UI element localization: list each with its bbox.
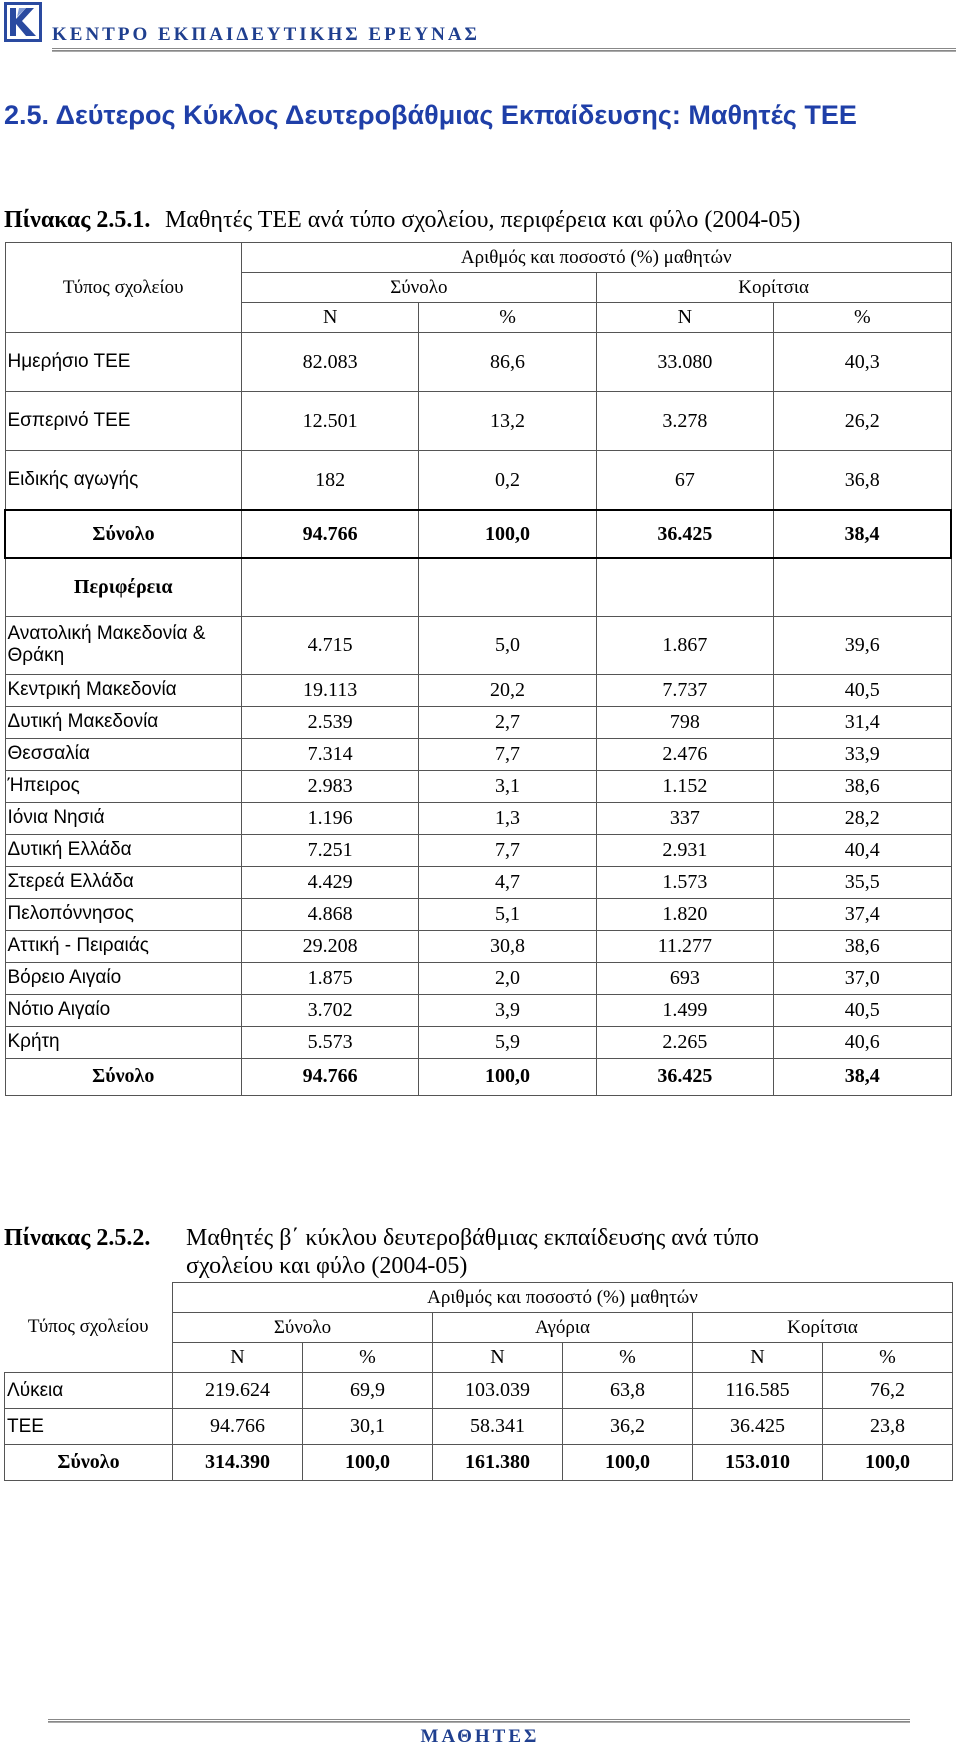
cell-pct: 3,9 (419, 994, 596, 1026)
cell-girls-n: 1.867 (596, 616, 773, 674)
cell-girls-n: 116.585 (693, 1373, 823, 1409)
row-label: ΤΕΕ (5, 1409, 173, 1445)
cell-n: 5.573 (241, 1026, 418, 1058)
cell-boys-n: 161.380 (433, 1445, 563, 1481)
row-label: Πελοπόννησος (5, 898, 241, 930)
table-row (5, 802, 951, 834)
cell-boys-n: 58.341 (433, 1409, 563, 1445)
row-label: Θεσσαλία (5, 738, 241, 770)
col-header-n: Ν (241, 303, 418, 333)
table-row (5, 738, 951, 770)
row-label: Ανατολική Μακεδονία & Θράκη (5, 616, 241, 674)
row-label: Σύνολο (5, 510, 241, 558)
footer-title: ΜΑΘΗΤΕΣ (420, 1726, 540, 1747)
col-header-total: Σύνολο (241, 273, 596, 303)
cell-girls-pct: 38,6 (774, 770, 951, 802)
row-label: Ειδικής αγωγής (5, 451, 241, 511)
table-row (5, 674, 951, 706)
table-row (5, 1373, 953, 1409)
cell-n: 12.501 (241, 392, 418, 451)
region-heading: Περιφέρεια (5, 558, 241, 616)
kee-logo-icon (4, 2, 42, 42)
row-label: Στερεά Ελλάδα (5, 866, 241, 898)
row-label: Ιόνια Νησιά (5, 802, 241, 834)
header-title: ΚΕΝΤΡΟ ΕΚΠΑΙΔΕΥΤΙΚΗΣ ΕΡΕΥΝΑΣ (52, 24, 480, 45)
cell-girls-pct: 23,8 (823, 1409, 953, 1445)
cell-pct: 4,7 (419, 866, 596, 898)
table-row (5, 898, 951, 930)
cell-n: 19.113 (241, 674, 418, 706)
cell-pct: 30,1 (303, 1409, 433, 1445)
cell-n: 219.624 (173, 1373, 303, 1409)
cell-girls-n: 337 (596, 802, 773, 834)
cell-pct: 5,0 (419, 616, 596, 674)
table2-caption-label: Πίνακας 2.5.2. (4, 1225, 151, 1251)
table2-caption-text-line2: σχολείου και φύλο (2004-05) (186, 1253, 468, 1279)
cell-girls-n: 2.931 (596, 834, 773, 866)
students-by-type-region-table (4, 242, 952, 1096)
row-label: Εσπερινό ΤΕΕ (5, 392, 241, 451)
cell-pct: 7,7 (419, 738, 596, 770)
cell-n: 314.390 (173, 1445, 303, 1481)
table-row (5, 333, 951, 392)
col-header-girls: Κορίτσια (693, 1313, 953, 1343)
table-row (5, 616, 951, 674)
cell-girls-pct: 100,0 (823, 1445, 953, 1481)
table1-caption-label: Πίνακας 2.5.1. (4, 207, 151, 233)
cell-pct: 100,0 (419, 510, 596, 558)
cell-girls-pct: 40,5 (774, 994, 951, 1026)
table-row (5, 834, 951, 866)
cell-girls-pct: 40,6 (774, 1026, 951, 1058)
cell-girls-pct: 76,2 (823, 1373, 953, 1409)
cell-boys-pct: 36,2 (563, 1409, 693, 1445)
page-header (4, 2, 952, 48)
cell-pct: 30,8 (419, 930, 596, 962)
table-row (5, 930, 951, 962)
cell-girls-pct: 39,6 (774, 616, 951, 674)
cell-girls-n: 11.277 (596, 930, 773, 962)
cell-n: 29.208 (241, 930, 418, 962)
row-label: Ημερήσιο ΤΕΕ (5, 333, 241, 392)
cell-girls-pct: 38,4 (774, 510, 951, 558)
col-header-n: Ν (173, 1343, 303, 1373)
col-header-group: Αριθμός και ποσοστό (%) μαθητών (241, 243, 951, 273)
col-header-total: Σύνολο (173, 1313, 433, 1343)
cell-pct: 100,0 (419, 1058, 596, 1095)
col-header-boys-n: Ν (433, 1343, 563, 1373)
cell-girls-n: 1.499 (596, 994, 773, 1026)
cell-boys-pct: 100,0 (563, 1445, 693, 1481)
col-header-boys-pct: % (563, 1343, 693, 1373)
cell-girls-pct: 28,2 (774, 802, 951, 834)
cell-girls-n: 36.425 (596, 1058, 773, 1095)
cell-n: 1.875 (241, 962, 418, 994)
cell-n: 94.766 (241, 1058, 418, 1095)
table-row (5, 451, 951, 511)
cell-n: 94.766 (241, 510, 418, 558)
section-heading: 2.5. Δεύτερος Κύκλος Δευτεροβάθμιας Εκπαίδευσης: Μαθητές ΤΕΕ (4, 100, 857, 130)
cell-pct: 20,2 (419, 674, 596, 706)
type-total-row (5, 510, 951, 558)
cell-pct: 3,1 (419, 770, 596, 802)
table2-caption (4, 1224, 759, 1279)
cell-n: 82.083 (241, 333, 418, 392)
row-label: Σύνολο (5, 1058, 241, 1095)
table-row (5, 1026, 951, 1058)
col-header-girls: Κορίτσια (596, 273, 951, 303)
cell-n: 4.715 (241, 616, 418, 674)
row-label: Κρήτη (5, 1026, 241, 1058)
row-label: Σύνολο (5, 1445, 173, 1481)
col-header-pct: % (419, 303, 596, 333)
cell-n: 4.868 (241, 898, 418, 930)
cell-pct: 7,7 (419, 834, 596, 866)
cell-girls-pct: 40,4 (774, 834, 951, 866)
cell-girls-pct: 38,6 (774, 930, 951, 962)
table-row (5, 1409, 953, 1445)
cell-girls-n: 2.476 (596, 738, 773, 770)
region-total-row (5, 1058, 951, 1095)
col-header-girls-n: Ν (596, 303, 773, 333)
cell-girls-n: 33.080 (596, 333, 773, 392)
cell-n: 182 (241, 451, 418, 511)
cell-pct: 13,2 (419, 392, 596, 451)
cell-n: 7.251 (241, 834, 418, 866)
total-row (5, 1445, 953, 1481)
cell-girls-pct: 38,4 (774, 1058, 951, 1095)
table1-caption (4, 206, 801, 234)
cell-girls-n: 67 (596, 451, 773, 511)
cell-girls-pct: 33,9 (774, 738, 951, 770)
cell-girls-n: 1.573 (596, 866, 773, 898)
cell-girls-n: 3.278 (596, 392, 773, 451)
col-header-girls-n: Ν (693, 1343, 823, 1373)
table-row (5, 994, 951, 1026)
row-label: Δυτική Μακεδονία (5, 706, 241, 738)
col-header-girls-pct: % (823, 1343, 953, 1373)
row-label: Δυτική Ελλάδα (5, 834, 241, 866)
row-label: Ήπειρος (5, 770, 241, 802)
cell-pct: 2,7 (419, 706, 596, 738)
cell-girls-pct: 37,4 (774, 898, 951, 930)
region-heading-row (5, 558, 951, 616)
cell-n: 7.314 (241, 738, 418, 770)
cell-pct: 86,6 (419, 333, 596, 392)
cell-girls-pct: 31,4 (774, 706, 951, 738)
row-label: Νότιο Αιγαίο (5, 994, 241, 1026)
row-label: Κεντρική Μακεδονία (5, 674, 241, 706)
table-row (5, 770, 951, 802)
cell-girls-n: 2.265 (596, 1026, 773, 1058)
cell-girls-n: 36.425 (596, 510, 773, 558)
students-second-cycle-table (4, 1282, 953, 1481)
row-label: Βόρειο Αιγαίο (5, 962, 241, 994)
cell-boys-pct: 63,8 (563, 1373, 693, 1409)
cell-n: 2.539 (241, 706, 418, 738)
footer-divider (48, 1719, 910, 1723)
cell-n: 3.702 (241, 994, 418, 1026)
cell-girls-pct: 26,2 (774, 392, 951, 451)
cell-pct: 0,2 (419, 451, 596, 511)
cell-girls-n: 798 (596, 706, 773, 738)
cell-pct: 2,0 (419, 962, 596, 994)
col-header-group: Αριθμός και ποσοστό (%) μαθητών (173, 1283, 953, 1313)
cell-pct: 100,0 (303, 1445, 433, 1481)
table-row (5, 706, 951, 738)
cell-girls-n: 153.010 (693, 1445, 823, 1481)
row-label: Αττική - Πειραιάς (5, 930, 241, 962)
table2-caption-text: Μαθητές β΄ κύκλου δευτεροβάθμιας εκπαίδευσης ανά τύπο (186, 1225, 759, 1251)
cell-n: 4.429 (241, 866, 418, 898)
cell-girls-pct: 36,8 (774, 451, 951, 511)
cell-girls-pct: 40,5 (774, 674, 951, 706)
table-row (5, 866, 951, 898)
header-divider (52, 48, 956, 52)
table-row (5, 392, 951, 451)
cell-girls-pct: 35,5 (774, 866, 951, 898)
cell-boys-n: 103.039 (433, 1373, 563, 1409)
cell-n: 94.766 (173, 1409, 303, 1445)
col-header-pct: % (303, 1343, 433, 1373)
cell-girls-n: 7.737 (596, 674, 773, 706)
cell-pct: 5,1 (419, 898, 596, 930)
cell-girls-pct: 37,0 (774, 962, 951, 994)
cell-girls-n: 1.152 (596, 770, 773, 802)
table-row (5, 962, 951, 994)
cell-n: 1.196 (241, 802, 418, 834)
col-header-type: Τύπος σχολείου (5, 1283, 173, 1373)
cell-pct: 1,3 (419, 802, 596, 834)
cell-girls-n: 36.425 (693, 1409, 823, 1445)
cell-n: 2.983 (241, 770, 418, 802)
col-header-girls-pct: % (774, 303, 951, 333)
cell-pct: 5,9 (419, 1026, 596, 1058)
cell-girls-pct: 40,3 (774, 333, 951, 392)
cell-girls-n: 693 (596, 962, 773, 994)
cell-pct: 69,9 (303, 1373, 433, 1409)
table1-caption-text: Μαθητές ΤΕΕ ανά τύπο σχολείου, περιφέρεια και φύλο (2004-05) (165, 207, 801, 233)
row-label: Λύκεια (5, 1373, 173, 1409)
col-header-type: Τύπος σχολείου (5, 243, 241, 333)
col-header-boys: Αγόρια (433, 1313, 693, 1343)
cell-girls-n: 1.820 (596, 898, 773, 930)
